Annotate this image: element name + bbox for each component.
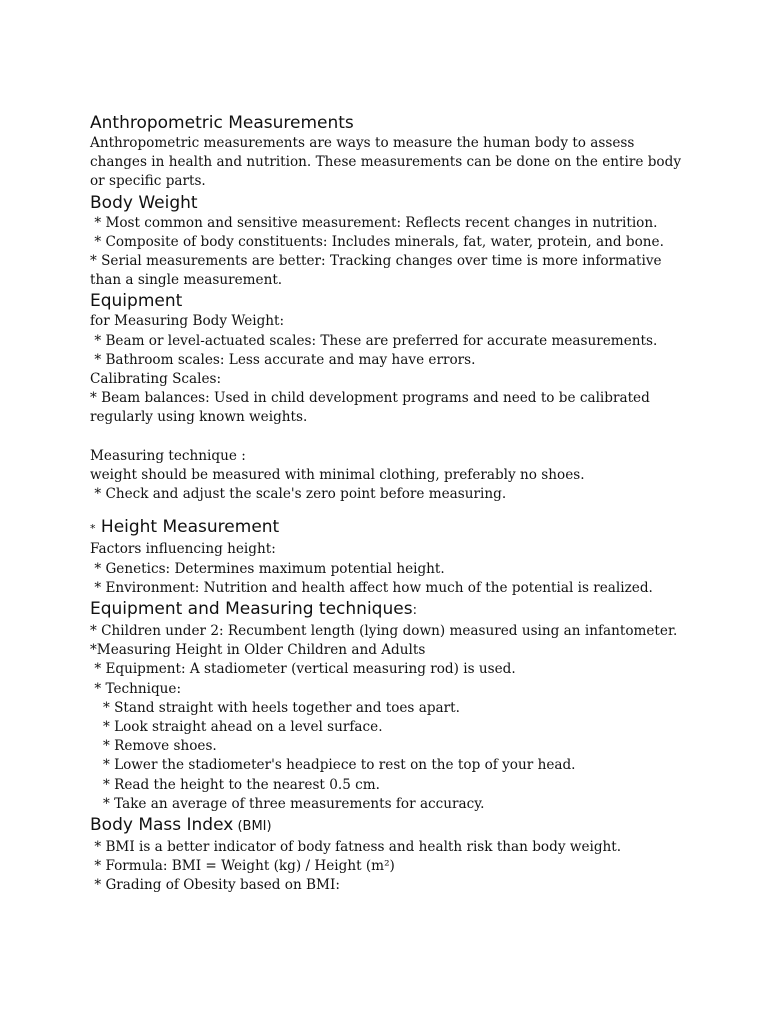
document-title: Anthropometric Measurements	[90, 113, 354, 133]
heading-equipment-techniques	[90, 598, 690, 622]
heading-body-weight: Body Weight	[90, 192, 198, 213]
list-item: * Equipment: A stadiometer (vertical measuring rod) is used.	[90, 661, 516, 678]
heading-equipment: Equipment	[90, 291, 183, 312]
list-item: * Serial measurements are better: Tracking changes over time is more informative than a single measurement.	[90, 253, 662, 289]
heading-height-measurement	[90, 516, 690, 540]
text-line: Calibrating Scales:	[90, 371, 222, 388]
list-item: * Stand straight with heels together and toes apart.	[90, 699, 460, 716]
text-line: for Measuring Body Weight:	[90, 313, 285, 330]
heading-text: Body Mass Index	[90, 815, 234, 836]
heading-text: Height Measurement	[100, 517, 280, 538]
list-item: * Bathroom scales: Less accurate and may have errors.	[90, 351, 476, 368]
list-item: * Environment: Nutrition and health affect how much of the potential is realized.	[90, 579, 653, 596]
list-item: * Grading of Obesity based on BMI:	[90, 877, 340, 894]
list-item: * Take an average of three measurements for accuracy.	[90, 795, 485, 812]
heading-bullet: *	[90, 522, 96, 536]
spacer	[90, 428, 690, 447]
list-item: * Genetics: Determines maximum potential height.	[90, 560, 445, 577]
text-line: Measuring technique :	[90, 447, 246, 464]
text-line: Factors influencing height:	[90, 541, 276, 558]
list-item: * Beam or level-actuated scales: These are preferred for accurate measurements.	[90, 332, 658, 349]
list-item: * Formula: BMI = Weight (kg) / Height (m²)	[90, 858, 395, 875]
list-item: * Read the height to the nearest 0.5 cm.	[90, 776, 380, 793]
list-item: * Beam balances: Used in child development programs and need to be calibrated regularly using known weights.	[90, 390, 650, 426]
list-item: * Composite of body constituents: Includes minerals, fat, water, protein, and bone.	[90, 233, 664, 250]
list-item: * Children under 2: Recumbent length (lying down) measured using an infantometer.	[90, 623, 678, 640]
list-item: * Lower the stadiometer's headpiece to rest on the top of your head.	[90, 757, 576, 774]
list-item: * Most common and sensitive measurement: Reflects recent changes in nutrition.	[90, 214, 658, 231]
heading-bmi	[90, 814, 690, 838]
list-item: * Check and adjust the scale's zero point before measuring.	[90, 486, 507, 503]
spacer	[90, 504, 690, 516]
list-item: * Remove shoes.	[90, 738, 217, 755]
list-item: * Look straight ahead on a level surface.	[90, 719, 383, 736]
heading-suffix: (BMI)	[233, 819, 272, 835]
document-page	[90, 110, 690, 896]
text-line: weight should be measured with minimal clothing, preferably no shoes.	[90, 467, 585, 484]
heading-text: Equipment and Measuring techniques	[90, 599, 413, 620]
text-line: *Measuring Height in Older Children and Adults	[90, 642, 426, 659]
list-item: * BMI is a better indicator of body fatness and health risk than body weight.	[90, 839, 622, 856]
list-item: * Technique:	[90, 680, 182, 697]
heading-suffix: :	[412, 603, 417, 619]
intro-paragraph: Anthropometric measurements are ways to measure the human body to assess changes in health and nutrition. These measurements can be done on the entire body or specific parts.	[90, 135, 682, 190]
